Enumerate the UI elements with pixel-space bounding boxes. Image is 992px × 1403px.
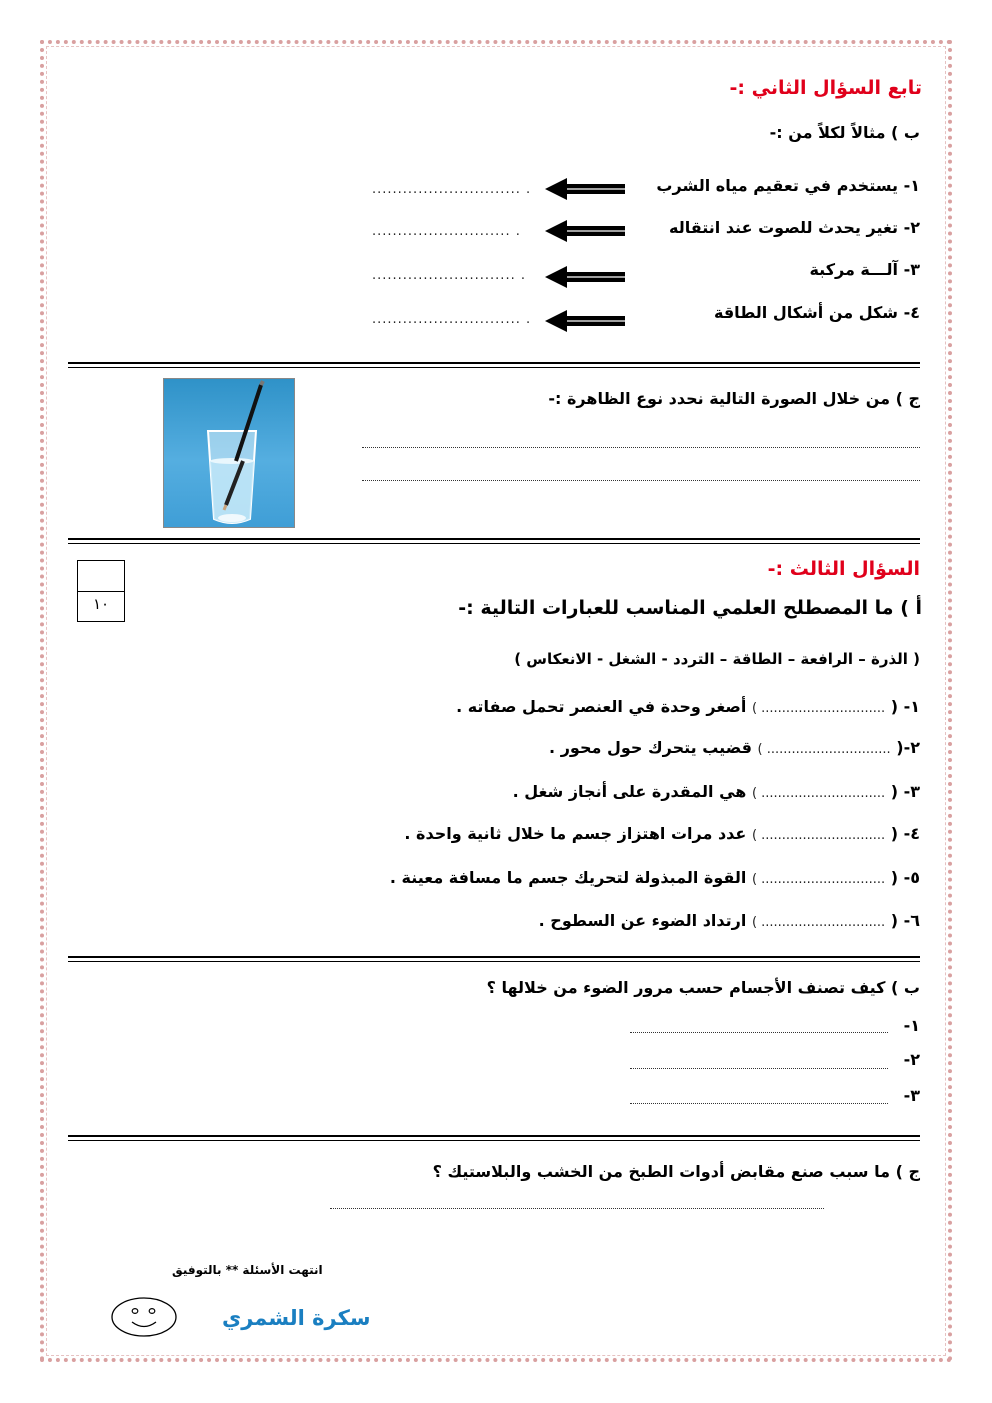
- q2-part-c-prompt: ج ) من خلال الصورة التالية نحدد نوع الظاهرة :-: [548, 389, 920, 408]
- answer-line[interactable]: [630, 1103, 888, 1104]
- answer-line[interactable]: [630, 1032, 888, 1033]
- section-divider: [68, 538, 920, 544]
- left-arrow-icon: [545, 178, 625, 200]
- q3-a-item-4: ٤- ( .............................. ) عدد مرات اهتزاز جسم ما خلال ثانية واحدة .: [404, 824, 920, 843]
- q3-title: السؤال الثالث :-: [767, 558, 920, 580]
- q3-part-a-prompt: أ ) ما المصطلح العلمي المناسب للعبارات التالية :-: [458, 597, 922, 619]
- q3-a-item-1: ١- ( .............................. ) أصغر وحدة في العنصر تحمل صفاته .: [456, 697, 920, 716]
- q2-b-blank-4[interactable]: ............................. .: [372, 312, 532, 327]
- q3-a-blank-4[interactable]: .............................. ): [751, 828, 886, 843]
- answer-line[interactable]: [362, 480, 920, 481]
- q2-b-item-3: ٣- آلـــة مركبة: [809, 260, 920, 279]
- q3-a-blank-1[interactable]: .............................. ): [751, 701, 886, 716]
- answer-line[interactable]: [330, 1208, 824, 1209]
- smiley-face-icon: [110, 1296, 178, 1338]
- left-arrow-icon: [545, 310, 625, 332]
- q2-continued-title: تابع السؤال الثاني :-: [729, 77, 922, 99]
- q2-b-item-2: ٢- تغير يحدث للصوت عند انتقاله: [668, 218, 920, 237]
- q3-a-item-3: ٣- ( .............................. ) هي المقدرة على أنجاز شغل .: [512, 782, 920, 801]
- q3-a-item-2: ٢-( .............................. ) قضيب يتحرك حول محور .: [549, 738, 920, 757]
- q3-part-c-prompt: ج ) ما سبب صنع مقابض أدوات الطبخ من الخشب والبلاستيك ؟: [432, 1162, 920, 1181]
- q3-word-bank: ( الذرة – الرافعة – الطاقة – التردد - الشغل - الانعكاس ): [514, 650, 920, 668]
- q2-part-b-prompt: ب ) مثالاً لكلاً من :-: [769, 123, 920, 142]
- left-arrow-icon: [545, 266, 625, 288]
- score-box: [77, 560, 125, 622]
- q3-b-line-label-1: ١-: [903, 1016, 920, 1035]
- answer-line[interactable]: [630, 1068, 888, 1069]
- refraction-glass-image: [163, 378, 295, 528]
- q2-b-item-4: ٤- شكل من أشكال الطاقة: [714, 303, 920, 322]
- q3-a-blank-5[interactable]: .............................. ): [751, 872, 886, 887]
- q2-b-blank-1[interactable]: ............................. .: [372, 182, 532, 197]
- q3-a-item-6: ٦- ( .............................. ) ارتداد الضوء عن السطوح .: [538, 911, 920, 930]
- q3-part-b-prompt: ب ) كيف تصنف الأجسام حسب مرور الضوء من خلالها ؟: [486, 978, 920, 997]
- q3-b-line-label-2: ٢-: [903, 1050, 920, 1069]
- q3-a-item-5: ٥- ( .............................. ) القوة المبذولة لتحريك جسم ما مسافة معينة .: [389, 868, 920, 887]
- q3-a-blank-3[interactable]: .............................. ): [751, 786, 886, 801]
- answer-line[interactable]: [362, 447, 920, 448]
- left-arrow-icon: [545, 220, 625, 242]
- q2-b-blank-2[interactable]: ........................... .: [372, 224, 521, 239]
- section-divider: [68, 362, 920, 368]
- q2-b-blank-3[interactable]: ............................ .: [372, 268, 526, 283]
- section-divider: [68, 956, 920, 962]
- section-divider: [68, 1135, 920, 1141]
- q2-b-item-1: ١- يستخدم في تعقيم مياه الشرب: [656, 176, 920, 195]
- score-value: ١٠: [92, 595, 110, 613]
- end-note: انتهت الأسئلة ** بالتوفيق: [172, 1263, 323, 1277]
- q3-a-blank-2[interactable]: .............................. ): [757, 742, 891, 757]
- q3-b-line-label-3: ٣-: [903, 1086, 920, 1105]
- teacher-name: سكرة الشمري: [222, 1306, 371, 1330]
- q3-a-blank-6[interactable]: .............................. ): [751, 915, 886, 930]
